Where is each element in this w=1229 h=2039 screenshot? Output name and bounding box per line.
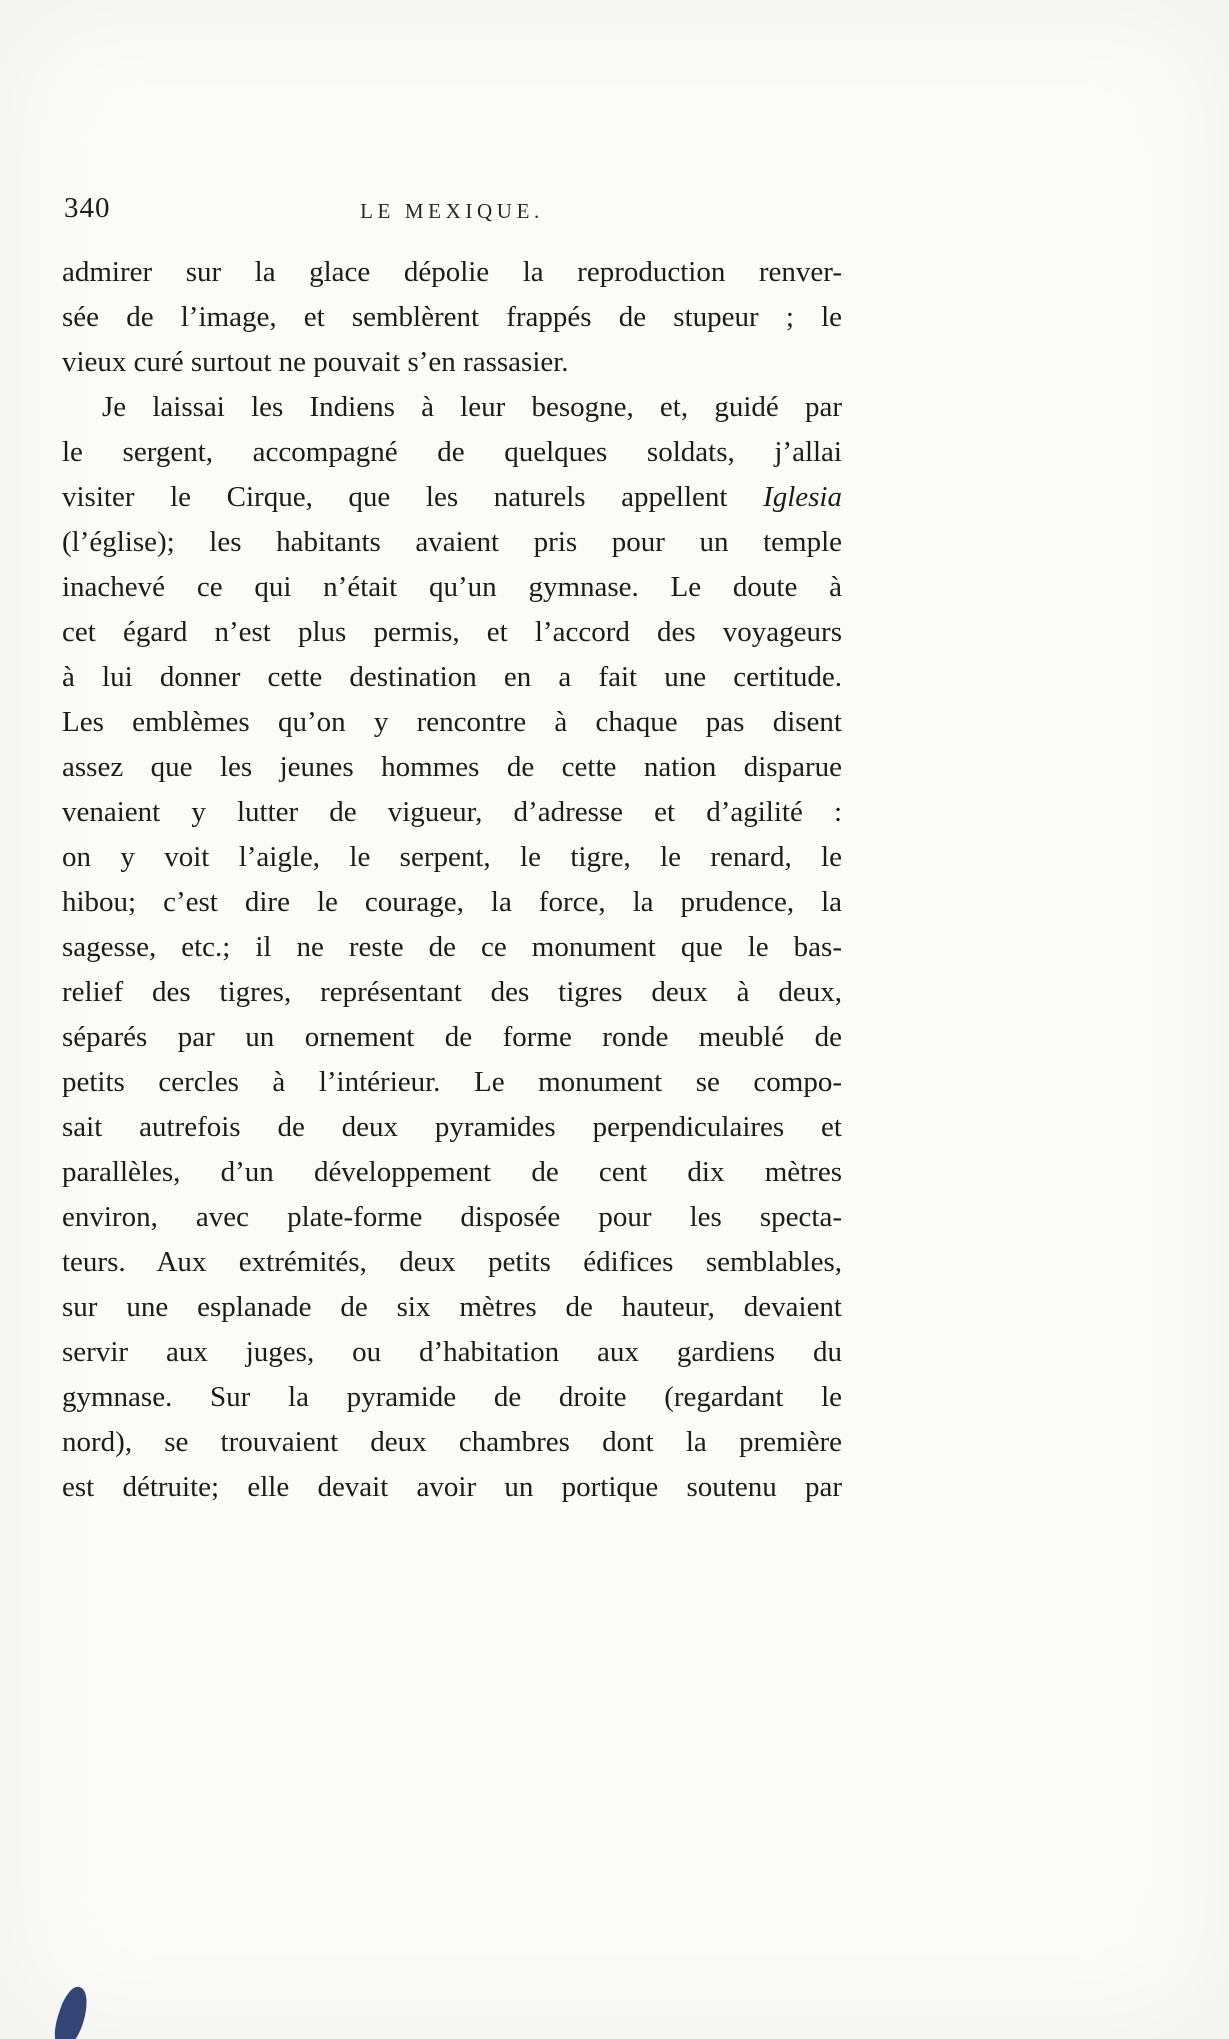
- text-line: [62, 1420, 842, 1465]
- text-segment: séparés par un ornement de forme ronde meublé de: [62, 1021, 842, 1053]
- text-line: [62, 1465, 842, 1510]
- text-segment: hibou; c’est dire le courage, la force, la prudence, la: [62, 886, 842, 918]
- text-segment: cet égard n’est plus permis, et l’accord des voyageurs: [62, 616, 842, 648]
- running-header: LE MEXIQUE.: [360, 199, 544, 223]
- text-line: [62, 565, 842, 610]
- text-line: [62, 1195, 842, 1240]
- text-line: [62, 250, 842, 295]
- text-segment: assez que les jeunes hommes de cette nation disparue: [62, 751, 842, 783]
- text-line: [62, 925, 842, 970]
- text-line: [62, 655, 842, 700]
- text-line: [62, 1150, 842, 1195]
- text-segment: à lui donner cette destination en a fait une certitude.: [62, 661, 842, 693]
- text-line: [62, 880, 842, 925]
- text-segment: gymnase. Sur la pyramide de droite (regardant le: [62, 1381, 842, 1413]
- text-line: [62, 610, 842, 655]
- text-line: [62, 970, 842, 1015]
- text-line: [62, 835, 842, 880]
- text-segment: est détruite; elle devait avoir un portique soutenu par: [62, 1471, 842, 1503]
- text-segment: Je laissai les Indiens à leur besogne, et, guidé par: [102, 391, 842, 423]
- page-number: 340: [64, 192, 111, 224]
- text-segment: on y voit l’aigle, le serpent, le tigre, le renard, le: [62, 841, 842, 873]
- text-segment: vieux curé surtout ne pouvait s’en rassasier.: [62, 346, 569, 378]
- text-segment: parallèles, d’un développement de cent dix mètres: [62, 1156, 842, 1188]
- text-line: [62, 1060, 842, 1105]
- text-line: [62, 295, 842, 340]
- page-header: [62, 190, 842, 236]
- text-segment: sur une esplanade de six mètres de hauteur, devaient: [62, 1291, 842, 1323]
- text-line: [62, 1240, 842, 1285]
- text-line: [62, 1375, 842, 1420]
- italic-text: Iglesia: [763, 481, 842, 513]
- text-line: [62, 790, 842, 835]
- text-segment: admirer sur la glace dépolie la reproduction renver-: [62, 256, 842, 288]
- text-segment: Les emblèmes qu’on y rencontre à chaque pas disent: [62, 706, 842, 738]
- text-segment: nord), se trouvaient deux chambres dont la première: [62, 1426, 842, 1458]
- text-segment: petits cercles à l’intérieur. Le monument se compo-: [62, 1066, 842, 1098]
- text-segment: servir aux juges, ou d’habitation aux gardiens du: [62, 1336, 842, 1368]
- text-segment: inachevé ce qui n’était qu’un gymnase. Le doute à: [62, 571, 842, 603]
- text-segment: le sergent, accompagné de quelques soldats, j’allai: [62, 436, 842, 468]
- text-segment: environ, avec plate-forme disposée pour les specta-: [62, 1201, 842, 1233]
- text-line: [62, 475, 842, 520]
- text-segment: relief des tigres, représentant des tigres deux à deux,: [62, 976, 842, 1008]
- text-segment: sait autrefois de deux pyramides perpendiculaires et: [62, 1111, 842, 1143]
- text-segment: venaient y lutter de vigueur, d’adresse et d’agilité :: [62, 796, 842, 828]
- text-segment: sée de l’image, et semblèrent frappés de stupeur ; le: [62, 301, 842, 333]
- text-line: [62, 745, 842, 790]
- text-line: [62, 430, 842, 475]
- text-segment: visiter le Cirque, que les naturels appellent: [62, 481, 764, 513]
- text-line: [62, 1285, 842, 1330]
- text-line: [62, 340, 842, 385]
- text-line: [62, 520, 842, 565]
- text-segment: teurs. Aux extrémités, deux petits édifices semblables,: [62, 1246, 842, 1278]
- text-line: [62, 385, 842, 430]
- text-segment: sagesse, etc.; il ne reste de ce monument que le bas-: [62, 931, 842, 963]
- text-line: [62, 1330, 842, 1375]
- ink-mark-artifact: [49, 1984, 94, 2039]
- body-text: [62, 250, 842, 1510]
- text-segment: (l’église); les habitants avaient pris pour un temple: [62, 526, 842, 558]
- text-line: [62, 1015, 842, 1060]
- text-line: [62, 700, 842, 745]
- text-line: [62, 1105, 842, 1150]
- text-block: [62, 190, 842, 1510]
